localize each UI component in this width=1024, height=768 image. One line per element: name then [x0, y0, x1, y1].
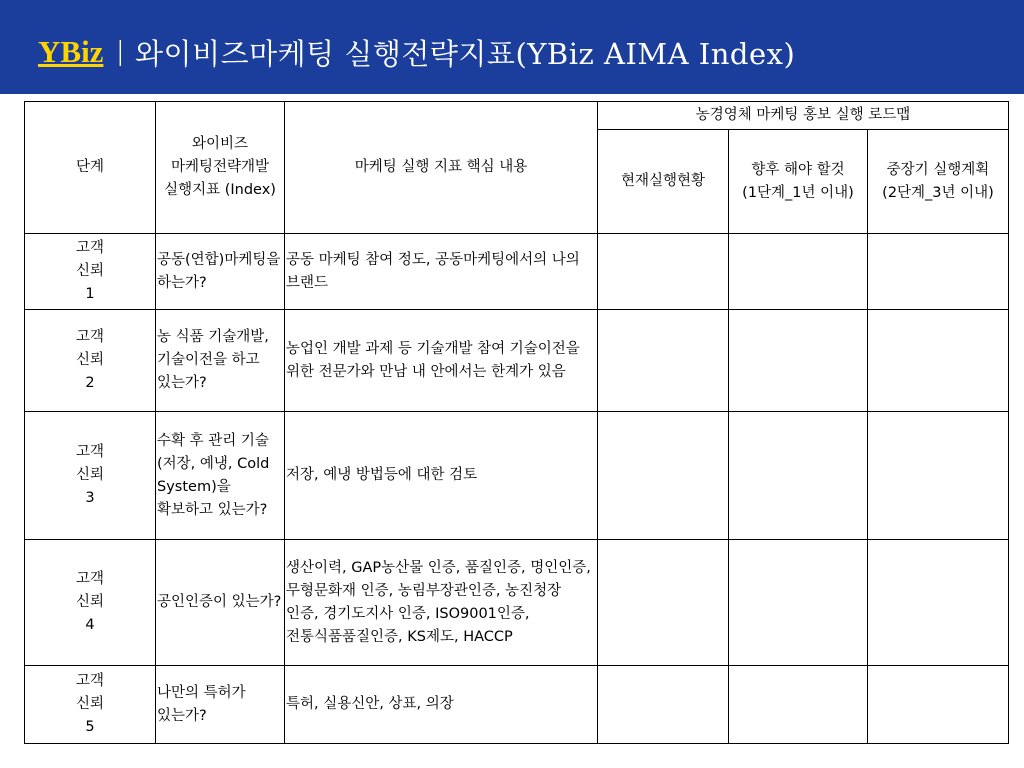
stage-word2: 신뢰: [75, 352, 104, 368]
row-current-cell: [598, 540, 729, 666]
row-next-cell: [729, 540, 868, 666]
row-core: 공동 마케팅 참여 정도, 공동마케팅에서의 나의 브랜드: [285, 234, 598, 310]
row-index: 나만의 특허가 있는가?: [156, 666, 285, 744]
header-roadmap: 농경영체 마케팅 홍보 실행 로드맵: [598, 102, 1009, 130]
row-current-cell: [598, 412, 729, 540]
header-mid-line1: 중장기 실행계획: [886, 161, 990, 178]
row-core: 농업인 개발 과제 등 기술개발 참여 기술이전을 위한 전문가와 만남 내 안에서는 한계가 있음: [285, 310, 598, 412]
row-mid-cell: [868, 234, 1009, 310]
row-index: 공인인증이 있는가?: [156, 540, 285, 666]
stage-number: 1: [85, 286, 95, 302]
row-current-cell: [598, 234, 729, 310]
row-next-cell: [729, 234, 868, 310]
stage-word1: 고객: [75, 240, 104, 256]
row-core: 생산이력, GAP농산물 인증, 품질인증, 명인인증, 무형문화재 인증, 농림부장관인증, 농진청장 인증, 경기도지사 인증, ISO9001인증, 전통식품품질인증, KS제도, HACCP: [285, 540, 598, 666]
stage-word2: 신뢰: [75, 594, 104, 610]
table-row: [25, 310, 1009, 412]
header-next: [729, 130, 868, 234]
row-core: 저장, 예냉 방법등에 대한 검토: [285, 412, 598, 540]
row-current-cell: [598, 666, 729, 744]
stage-number: 3: [85, 490, 95, 506]
row-stage: [25, 310, 156, 412]
stage-word2: 신뢰: [75, 696, 104, 712]
header-next-line2: (1단계_1년 이내): [742, 184, 854, 201]
stage-word2: 신뢰: [75, 263, 104, 279]
row-stage: [25, 412, 156, 540]
slide-title: [38, 28, 795, 76]
table-row: [25, 540, 1009, 666]
row-index: 수확 후 관리 기술(저장, 예냉, Cold System)을 확보하고 있는가?: [156, 412, 285, 540]
row-next-cell: [729, 666, 868, 744]
row-core: 특허, 실용신안, 상표, 의장: [285, 666, 598, 744]
stage-word1: 고객: [75, 329, 104, 345]
row-current-cell: [598, 310, 729, 412]
row-next-cell: [729, 412, 868, 540]
stage-number: 4: [85, 617, 95, 633]
title-text: 와이비즈마케팅 실행전략지표(YBiz AIMA Index): [135, 36, 796, 71]
header-mid-line2: (2단계_3년 이내): [882, 184, 994, 201]
row-next-cell: [729, 310, 868, 412]
stage-word1: 고객: [75, 673, 104, 689]
header-core: 마케팅 실행 지표 핵심 내용: [285, 102, 598, 234]
row-mid-cell: [868, 666, 1009, 744]
table-row: [25, 234, 1009, 310]
row-index: 공동(연합)마케팅을 하는가?: [156, 234, 285, 310]
row-mid-cell: [868, 540, 1009, 666]
stage-word1: 고객: [75, 444, 104, 460]
header-next-line1: 향후 해야 할것: [751, 161, 845, 178]
row-stage: [25, 234, 156, 310]
strategy-table: [24, 101, 1009, 744]
row-index: 농 식품 기술개발, 기술이전을 하고 있는가?: [156, 310, 285, 412]
stage-word1: 고객: [75, 571, 104, 587]
table-row: [25, 666, 1009, 744]
strategy-table-wrap: [24, 101, 1009, 744]
header-stage: 단계: [25, 102, 156, 234]
header-current: 현재실행현황: [598, 130, 729, 234]
stage-word2: 신뢰: [75, 467, 104, 483]
title-separator: |: [117, 36, 124, 67]
stage-number: 5: [85, 719, 95, 735]
row-mid-cell: [868, 412, 1009, 540]
stage-number: 2: [85, 375, 95, 391]
header-mid: [868, 130, 1009, 234]
title-bar: [0, 0, 1024, 94]
ybiz-logo: YBiz: [38, 34, 104, 69]
table-row: [25, 412, 1009, 540]
header-index: 와이비즈 마케팅전략개발 실행지표 (Index): [156, 102, 285, 234]
row-mid-cell: [868, 310, 1009, 412]
row-stage: [25, 666, 156, 744]
row-stage: [25, 540, 156, 666]
